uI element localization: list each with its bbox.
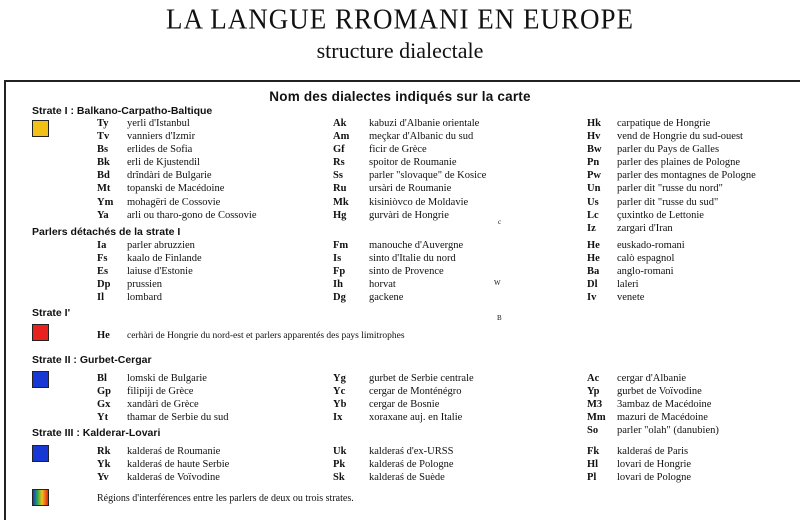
dialect-code: Ih [333,279,343,291]
dialect-row [587,169,756,182]
dialect-code: Yk [97,459,111,471]
dialect-row [587,445,691,458]
dialect-name: meçkar d'Albanic du sud [369,131,474,143]
dialect-row [587,143,756,156]
dialect-code: He [97,330,110,341]
dialect-row [333,445,454,458]
detached-col-b [333,239,463,304]
dialect-name: erli de Kjustendil [127,157,200,169]
dialect-name: laleri [617,279,639,291]
interference-text: Régions d'interférences entre les parlers de deux ou trois strates. [97,493,354,504]
dialect-row [587,424,719,437]
strate-1-col-b [333,117,486,222]
dialect-code: Dl [587,279,598,291]
dialect-row [333,196,486,209]
dialect-row [97,156,256,169]
dialect-name: xoraxane auj. en Italie [369,412,463,424]
dialect-name: sinto de Provence [369,266,444,278]
dialect-row [97,398,228,411]
strate-1-label: Strate I : Balkano-Carpatho-Baltique [32,105,213,117]
dialect-name: parler dit "russe du nord" [617,183,723,195]
dialect-name: kabuzi d'Albanie orientale [369,118,480,129]
dialect-row [333,156,486,169]
dialect-code: Bl [97,373,107,384]
dialect-row [587,182,756,195]
dialect-name: kalderaś de Paris [617,446,689,457]
dialect-row [97,239,202,252]
dialect-row [97,385,228,398]
dialect-name: parler des montagnes de Pologne [617,170,756,182]
dialect-row [587,458,691,471]
dialect-code: He [587,240,600,251]
dialect-name: euskado-romani [617,240,685,251]
dialect-code: Yc [333,386,346,398]
dialect-code: Hk [587,118,602,129]
dialect-row [587,372,719,385]
dialect-name: lovari de Hongrie [617,459,692,471]
dialect-name: kalderaś de Voïvodine [127,472,220,484]
page-subtitle: structure dialectale [316,38,484,63]
dialect-name: drîndàri de Bulgarie [127,170,212,182]
dialect-row [97,265,202,278]
strate-3-label: Strate III : Kalderar-Lovari [32,427,161,439]
dialect-code: Pw [587,170,601,182]
dialect-name: laiuse d'Estonie [127,266,193,278]
strate-1-col-c [587,117,756,235]
dialect-name: gurvàri de Hongrie [369,209,449,221]
dialect-row [97,196,256,209]
dialect-name: çuxintko de Lettonie [617,209,704,221]
dialect-row [333,411,474,424]
dialect-row [587,130,756,143]
dialect-code: Pk [333,459,346,471]
detached-label: Parlers détachés de la strate I [32,226,181,238]
detached-col-a [97,239,202,304]
dialect-name: kisiniòvco de Moldavie [369,196,469,208]
stray-letter: c [498,218,502,226]
dialect-code: Yb [333,399,347,411]
table-heading: Nom des dialectes indiqués sur la carte [269,89,531,104]
dialect-row [97,117,256,130]
dialect-row [587,117,756,130]
dialect-code: Ty [97,118,109,129]
dialect-row [97,471,229,484]
dialect-row [333,117,486,130]
dialect-row [97,445,229,458]
dialect-name: yerli d'Istanbul [127,118,190,129]
dialect-row [97,209,256,222]
dialect-name: horvat [369,279,396,291]
dialect-code: Fm [333,240,349,251]
dialect-row [97,182,256,195]
strate-3-col-b [333,445,454,484]
dialect-code: Fp [333,266,346,278]
dialect-name: ursàri de Roumanie [369,183,452,195]
dialect-row [97,411,228,424]
dialect-code: Hv [587,131,601,143]
strate-3-col-c [587,445,691,484]
dialect-name: lombard [127,292,162,304]
dialect-code: He [587,253,600,265]
dialect-name: thamar de Serbie du sud [127,412,229,424]
dialect-code: Lc [587,209,599,221]
dialect-code: Un [587,183,601,195]
dialect-code: Iv [587,292,597,304]
dialect-name: arli ou tharo-gono de Cossovie [127,209,257,221]
dialect-row [587,156,756,169]
dialect-name: gurbet de Serbie centrale [369,373,474,384]
dialect-code: Pn [587,157,600,169]
strate-1-swatch [32,120,49,137]
dialect-name: xandàri de Grèce [127,399,199,411]
dialect-row [97,130,256,143]
dialect-name: parler du Pays de Galles [617,144,720,156]
dialect-code: So [587,425,599,437]
dialect-name: zargari d'Iran [617,222,673,234]
dialect-name: parler abruzzien [127,240,195,251]
dialect-name: vanniers d'Izmir [127,131,196,143]
dialect-code: Yg [333,373,346,384]
dialect-name: vend de Hongrie du sud-ouest [617,131,743,143]
dialect-name: cergar de Monténégro [369,386,462,398]
strate-1p-row [97,329,405,343]
dialect-row [333,385,474,398]
dialect-row [587,291,685,304]
strate-2-col-a [97,372,228,424]
dialect-name: lovari de Pologne [617,472,692,484]
dialect-code: Rk [97,446,111,457]
strate-2-swatch [32,371,49,388]
dialect-code: Ss [333,170,343,182]
dialect-code: Bw [587,144,602,156]
dialect-row [333,252,463,265]
dialect-name: cergar de Bosnie [369,399,440,411]
dialect-row [333,278,463,291]
dialect-row [587,209,756,222]
dialect-code: Tv [97,131,110,143]
strate-2-label: Strate II : Gurbet-Cergar [32,354,152,366]
dialect-code: Dg [333,292,346,304]
dialect-name: cergar d'Albanie [617,373,687,384]
dialect-code: Yt [97,412,109,424]
strate-3-swatch [32,445,49,462]
dialect-row [97,252,202,265]
page-title: LA LANGUE RROMANI EN EUROPE [166,3,634,35]
dialect-code: Gx [97,399,111,411]
dialect-name: parler des plaines de Pologne [617,157,741,169]
dialect-code: Ba [587,266,600,278]
dialect-row [587,252,685,265]
dialect-code: Yp [587,386,600,398]
dialect-name: filipiji de Grèce [127,386,194,398]
dialect-name: prussien [127,279,162,291]
dialect-row [587,222,756,235]
dialect-code: Hl [587,459,599,471]
dialect-row [97,169,256,182]
dialect-name: kalderaś de Suède [369,472,445,484]
dialect-row [587,278,685,291]
dialect-name: sinto d'Italie du nord [369,253,456,265]
dialect-code: Iz [587,222,596,234]
dialect-row [333,372,474,385]
dialect-row [97,458,229,471]
dialect-row [587,398,719,411]
dialect-row [587,265,685,278]
dialect-code: Am [333,131,350,143]
dialect-row [333,458,454,471]
dialect-code: Rs [333,157,345,169]
dialect-code: Us [587,196,599,208]
dialect-row [333,169,486,182]
strate-3-col-a [97,445,229,484]
dialect-row [587,471,691,484]
dialect-name: mazuri de Macédoine [617,412,708,424]
dialect-name: erlides de Sofia [127,144,193,156]
dialect-code: Hg [333,209,347,221]
dialect-row [333,398,474,411]
dialect-row [97,291,202,304]
dialect-row [333,291,463,304]
dialect-code: Gp [97,386,112,398]
dialect-row [587,411,719,424]
dialect-name: kalderaś de Roumanie [127,446,221,457]
detached-col-c [587,239,685,304]
stray-letter: B [497,314,502,322]
dialect-code: Ym [97,196,114,208]
dialect-row [587,385,719,398]
dialect-code: Es [97,266,109,278]
dialect-code: Uk [333,446,347,457]
dialect-row [97,278,202,291]
dialect-code: Pl [587,472,597,484]
dialect-name: kalderaś de Pologne [369,459,454,471]
dialect-code: Ix [333,412,343,424]
stray-letter: W [494,279,501,287]
dialect-code: Mk [333,196,349,208]
dialect-name: kalderaś d'ex-URSS [369,446,454,457]
dialect-name: kaalo de Finlande [127,253,202,265]
strate-1p-label: Strate I' [32,307,71,319]
dialect-name: parler "slovaque" de Kosice [369,170,487,182]
dialect-row [587,239,685,252]
dialect-name: mohagëri de Cossovie [127,196,221,208]
dialect-name: anglo-romani [617,266,674,278]
dialect-name: 3ambaz de Macédoine [617,399,712,411]
dialect-name: lomski de Bulgarie [127,373,207,384]
dialect-row [333,239,463,252]
dialect-name: manouche d'Auvergne [369,240,464,251]
dialect-name: parler "olah" (danubien) [617,425,719,437]
dialect-name: venete [617,292,645,304]
dialect-code: Mt [97,183,111,195]
dialect-code: Ru [333,183,347,195]
dialect-row [97,143,256,156]
strate-1p-swatch [32,324,49,341]
dialect-name: spoitor de Roumanie [369,157,457,169]
dialect-code: Bd [97,170,110,182]
dialect-row [97,372,228,385]
dialect-row [333,182,486,195]
dialect-code: M3 [587,399,603,411]
dialect-name: gurbet de Voïvodine [617,386,702,398]
dialect-code: Ya [97,209,109,221]
dialect-row [333,143,486,156]
strate-2-col-c [587,372,719,437]
dialect-name: cerhàri de Hongrie du nord-est et parlers apparentés des pays limitrophes [127,331,405,341]
interference-swatch [32,489,49,506]
dialect-name: kalderaś de haute Serbie [127,459,230,471]
dialect-code: Ak [333,118,347,129]
dialect-code: Fs [97,253,108,265]
dialect-row [587,196,756,209]
dialect-name: gackene [369,292,404,304]
dialect-code: Ia [97,240,107,251]
dialect-code: Bs [97,144,109,156]
dialect-code: Is [333,253,342,265]
dialect-row [333,265,463,278]
dialect-name: parler dit "russe du sud" [617,196,719,208]
dialect-row [333,471,454,484]
dialect-name: ficir de Grèce [369,144,427,156]
dialect-code: Yv [97,472,109,484]
dialect-name: calò espagnol [617,253,675,265]
dialect-row [333,209,486,222]
dialect-name: topanski de Macédoine [127,183,225,195]
dialect-code: Ac [587,373,600,384]
dialect-code: Bk [97,157,110,169]
dialect-code: Il [97,292,105,304]
dialect-code: Sk [333,472,345,484]
dialect-name: carpatique de Hongrie [617,118,711,129]
dialect-code: Fk [587,446,600,457]
strate-1-col-a [97,117,256,222]
dialect-row [333,130,486,143]
dialect-code: Mm [587,412,606,424]
dialect-code: Gf [333,144,345,156]
dialect-code: Dp [97,279,111,291]
strate-2-col-b [333,372,474,424]
